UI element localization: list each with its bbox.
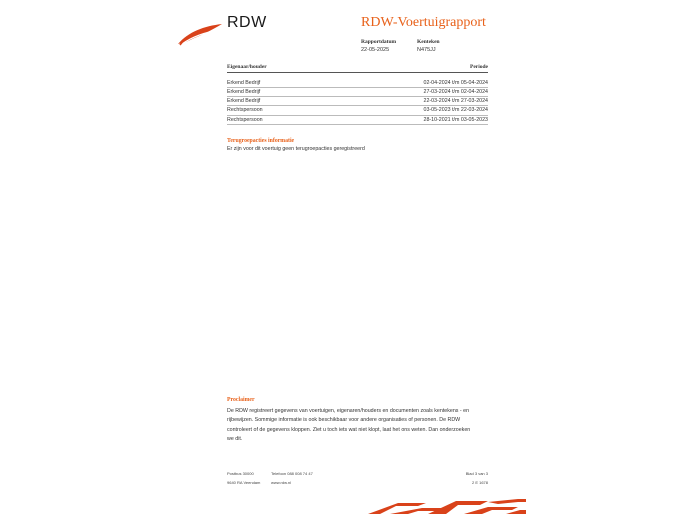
owner-cell: Rechtspersoon bbox=[227, 107, 263, 114]
recalls-title: Terugroepacties informatie bbox=[227, 138, 295, 144]
disclaimer-title: Proclaimer bbox=[227, 397, 255, 403]
table-row bbox=[227, 79, 488, 88]
table-row bbox=[227, 97, 488, 106]
owner-column-header: Eigenaar/houder bbox=[227, 64, 267, 70]
logo-text: RDW bbox=[227, 14, 267, 31]
period-cell: 28-10-2021 t/m 03-05-2023 bbox=[423, 116, 488, 123]
footer-phone: Telefoon 088 008 74 47 bbox=[271, 471, 313, 476]
rdw-logo-icon bbox=[176, 22, 224, 46]
footer-postbox: Postbus 30000 bbox=[227, 471, 254, 476]
disclaimer-line: rijbewijzen. Sommige informatie is ook beschikbaar voor andere organisaties of personen. De RDW bbox=[227, 417, 461, 424]
period-column-header: Periode bbox=[469, 64, 488, 70]
table-row bbox=[227, 106, 488, 115]
period-cell: 27-03-2024 t/m 02-04-2024 bbox=[423, 88, 488, 95]
disclaimer-line: De RDW registreert gegevens van voertuigen, eigenaren/houders en documenten zoals kentekens - en bbox=[227, 408, 470, 414]
disclaimer-line: controleert of de gegevens kloppen. Ziet u toch iets wat niet klopt, laat het ons weten. Dan onderzoeken bbox=[227, 426, 471, 433]
table-row bbox=[227, 88, 488, 97]
period-cell: 03-05-2023 t/m 22-03-2024 bbox=[423, 107, 488, 114]
report-date-label: Rapportdatum bbox=[361, 39, 397, 45]
owners-table-header bbox=[227, 64, 488, 73]
report-date-value: 22-05-2025 bbox=[361, 47, 390, 53]
owners-table bbox=[227, 64, 488, 125]
period-cell: 22-03-2024 t/m 27-03-2024 bbox=[423, 98, 488, 105]
brand-stripes-icon bbox=[368, 499, 526, 514]
footer-page-number: Blad 3 van 3 bbox=[465, 471, 488, 476]
footer-city: 9640 RA Veendam bbox=[227, 480, 261, 485]
recalls-text: Er zijn voor dit voertuig geen terugroepacties geregistreerd bbox=[227, 146, 365, 152]
report-title: RDW-Voertuigrapport bbox=[361, 15, 486, 30]
period-cell: 02-04-2024 t/m 05-04-2024 bbox=[423, 79, 488, 86]
owner-cell: Erkend Bedrijf bbox=[227, 88, 261, 95]
disclaimer-line: we dit. bbox=[227, 435, 243, 442]
owner-cell: Erkend Bedrijf bbox=[227, 79, 261, 86]
footer-code: 2 E 1678 bbox=[471, 480, 488, 485]
owner-cell: Erkend Bedrijf bbox=[227, 98, 261, 105]
footer-website[interactable]: www.rdw.nl bbox=[271, 480, 292, 485]
disclaimer-text bbox=[227, 407, 497, 444]
owner-cell: Rechtspersoon bbox=[227, 116, 263, 123]
plate-label: Kenteken bbox=[417, 39, 440, 45]
table-row bbox=[227, 116, 488, 125]
plate-value: N475JJ bbox=[417, 47, 436, 53]
